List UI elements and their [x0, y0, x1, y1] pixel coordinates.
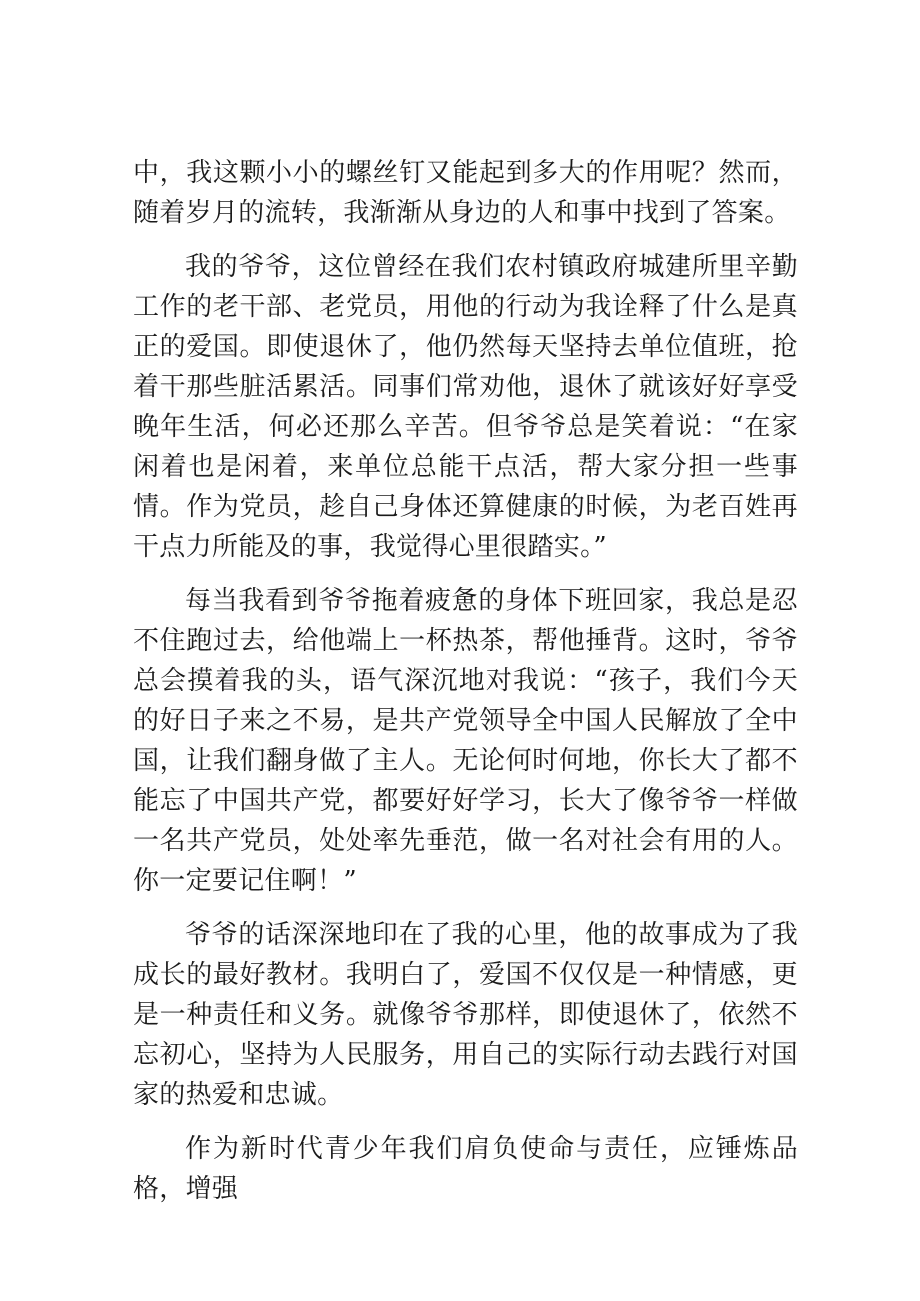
paragraph-2: 我的爷爷，这位曾经在我们农村镇政府城建所里辛勤工作的老干部、老党员，用他的行动为我诠释了什么是真正的爱国。即使退休了，他仍然每天坚持去单位值班，抢着干那些脏活累活。同事们常劝他，退休了就该好好享受晚年生活，何必还那么辛苦。但爷爷总是笑着说：“在家闲着也是闲着，来单位总能干点活，帮大家分担一些事情。作为党员，趁自己身体还算健康的时候，为老百姓再干点力所能及的事，我觉得心里很踏实。” [133, 252, 798, 562]
paragraph-4: 爷爷的话深深地印在了我的心里，他的故事成为了我成长的最好教材。我明白了，爱国不仅仅是一种情感，更是一种责任和义务。就像爷爷那样，即使退休了，依然不忘初心，坚持为人民服务，用自己的实际行动去践行对国家的热爱和忠诚。 [133, 920, 798, 1110]
document-body [133, 153, 798, 1209]
paragraph-3: 每当我看到爷爷拖着疲惫的身体下班回家，我总是忍不住跑过去，给他端上一杯热茶，帮他捶背。这时，爷爷总会摸着我的头，语气深沉地对我说：“孩子，我们今天的好日子来之不易，是共产党领导全中国人民解放了全中国，让我们翻身做了主人。无论何时何地，你长大了都不能忘了中国共产党，都要好好学习，长大了像爷爷一样做一名共产党员，处处率先垂范，做一名对社会有用的人。你一定要记住啊！” [133, 586, 798, 896]
paragraph-5: 作为新时代青少年我们肩负使命与责任，应锤炼品格，增强 [133, 1134, 798, 1204]
paragraph-1: 中，我这颗小小的螺丝钉又能起到多大的作用呢？然而，随着岁月的流转，我渐渐从身边的人和事中找到了答案。 [133, 158, 798, 228]
